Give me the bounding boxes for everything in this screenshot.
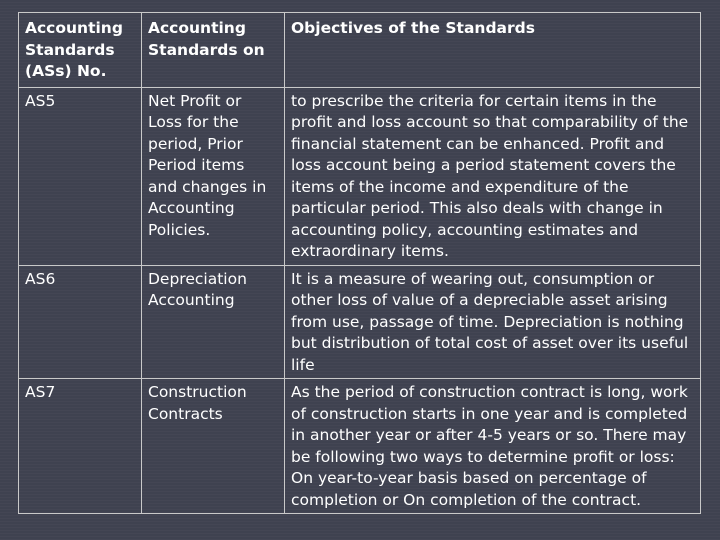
table-row: [19, 379, 701, 514]
standard-number-cell: AS6: [19, 265, 142, 379]
table-row: [19, 87, 701, 265]
objective-cell: to prescribe the criteria for certain items in the profit and loss account so that comparability of the financial statement can be enhanced. Profit and loss account being a period statement covers the items of the income and expenditure of the particular period. This also deals with change in accounting policy, accounting estimates and extraordinary items.: [285, 87, 701, 265]
header-standard-number: Accounting Standards (ASs) No.: [19, 13, 142, 88]
standard-on-cell: Construction Contracts: [142, 379, 285, 514]
standards-table: [18, 12, 701, 514]
table-row: [19, 265, 701, 379]
header-standard-on: Accounting Standards on: [142, 13, 285, 88]
objective-cell: It is a measure of wearing out, consumption or other loss of value of a depreciable asset arising from use, passage of time. Depreciation is nothing but distribution of total cost of asset over its useful life: [285, 265, 701, 379]
header-objectives: Objectives of the Standards: [285, 13, 701, 88]
standard-on-cell: Depreciation Accounting: [142, 265, 285, 379]
standard-number-cell: AS5: [19, 87, 142, 265]
standard-number-cell: AS7: [19, 379, 142, 514]
table-header-row: [19, 13, 701, 88]
objective-cell: As the period of construction contract is long, work of construction starts in one year and is completed in another year or after 4-5 years or so. There may be following two ways to determine profit or loss: On year-to-year basis based on percentage of completion or On completion of the contract.: [285, 379, 701, 514]
standard-on-cell: Net Profit or Loss for the period, Prior Period items and changes in Accounting Policies.: [142, 87, 285, 265]
